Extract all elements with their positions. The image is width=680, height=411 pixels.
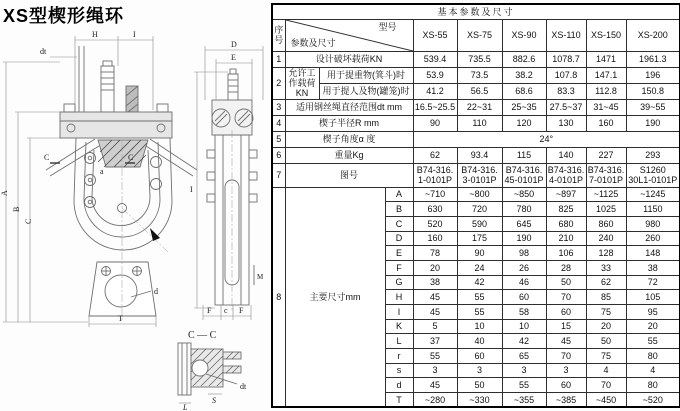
seq-number: 7 <box>272 163 285 187</box>
table-cell: 42 <box>502 334 546 349</box>
table-cell: 3 <box>546 363 586 378</box>
table-cell: 3 <box>502 363 546 378</box>
table-cell: ~1125 <box>586 187 626 202</box>
table-cell: ~280 <box>413 393 457 408</box>
table-cell: 147.1 <box>586 67 626 83</box>
table-cell: 45 <box>413 305 457 320</box>
table-cell: 39~55 <box>626 99 680 115</box>
table-cell: 4 <box>586 363 626 378</box>
table-cell: ~850 <box>502 187 546 202</box>
table-cell: 780 <box>502 202 546 217</box>
table-cell: 293 <box>626 147 680 163</box>
parameter-table <box>271 3 680 408</box>
figno-line1: B74-316. <box>505 164 543 175</box>
figno-line2: 1-0101P <box>417 175 453 186</box>
table-cell: 15 <box>546 319 586 334</box>
model-col-header: XS-110 <box>546 19 586 51</box>
seq-number: 4 <box>272 115 285 131</box>
table-cell: 60 <box>546 305 586 320</box>
diagonal-header-cell <box>285 19 413 51</box>
table-cell: ~330 <box>457 393 502 408</box>
table-cell: 70 <box>546 290 586 305</box>
dim-letter: E <box>385 246 413 261</box>
table-cell: 95 <box>626 305 680 320</box>
dim-label-dt-section: dt <box>240 382 247 391</box>
technical-drawing <box>0 0 272 411</box>
figure-number-cell <box>457 163 502 187</box>
table-cell: 75 <box>586 305 626 320</box>
table-cell: 41.2 <box>413 83 457 99</box>
table-cell: 31~45 <box>586 99 626 115</box>
seq-number: 8 <box>272 187 285 407</box>
table-cell: 20 <box>586 319 626 334</box>
dim-label-h: H <box>92 30 98 39</box>
table-cell: 160 <box>586 115 626 131</box>
table-cell: ~520 <box>626 393 680 408</box>
dim-letter: L <box>385 334 413 349</box>
table-cell: 860 <box>586 216 626 231</box>
row-label: 重量Kg <box>285 147 413 163</box>
figno-line2: 7-0101P <box>588 175 624 186</box>
table-cell: 128 <box>586 246 626 261</box>
table-cell: 70 <box>586 378 626 393</box>
figno-line1: B74-316. <box>547 164 585 175</box>
table-cell: 140 <box>546 147 586 163</box>
table-cell: 78 <box>413 246 457 261</box>
dim-letter: F <box>385 260 413 275</box>
table-cell: 1025 <box>586 202 626 217</box>
table-cell: 882.6 <box>502 51 546 67</box>
seq-number: 1 <box>272 51 285 67</box>
table-cell: 38 <box>626 260 680 275</box>
table-cell: 98 <box>502 246 546 261</box>
table-cell: ~385 <box>546 393 586 408</box>
dim-label-i: I <box>133 30 136 39</box>
dim-label-f1: F <box>207 306 212 315</box>
dim-label-l: L <box>183 403 188 411</box>
table-cell: 1150 <box>626 202 680 217</box>
table-cell: 55 <box>626 334 680 349</box>
table-cell: 825 <box>546 202 586 217</box>
table-cell: 58 <box>502 305 546 320</box>
row-sub-label: 用于提人及物(罐笼)时 <box>319 83 413 99</box>
section-title: C — C <box>188 330 217 341</box>
table-cell: 520 <box>413 216 457 231</box>
dim-label-alpha: a <box>100 167 104 176</box>
table-cell: 60 <box>457 349 502 364</box>
row-label: 图号 <box>285 163 413 187</box>
table-cell: 80 <box>626 349 680 364</box>
table-cell: 210 <box>546 231 586 246</box>
table-cell: 38.2 <box>502 67 546 83</box>
seq-header: 序号 <box>272 19 285 51</box>
table-cell: 37 <box>413 334 457 349</box>
table-cell: 62 <box>413 147 457 163</box>
dim-letter: T <box>385 393 413 408</box>
seq-number: 2 <box>272 67 285 99</box>
table-cell: 105 <box>626 290 680 305</box>
dim-letter: s <box>385 363 413 378</box>
model-col-header: XS-90 <box>502 19 546 51</box>
table-cell: ~897 <box>546 187 586 202</box>
table-cell: 10 <box>502 319 546 334</box>
table-cell: 227 <box>586 147 626 163</box>
row-group-label: 允许工作载荷KN <box>285 67 319 99</box>
table-cell: 107.8 <box>546 67 586 83</box>
figure-number-cell <box>546 163 586 187</box>
table-cell: 38 <box>413 275 457 290</box>
table-cell: 75 <box>586 349 626 364</box>
table-cell: 83.3 <box>546 83 586 99</box>
page-title: XS型楔形绳环 <box>3 6 125 26</box>
dim-label-c-small: c <box>224 306 228 315</box>
figno-line1: B74-316. <box>587 164 625 175</box>
dim-letter: K <box>385 319 413 334</box>
row-label: 适用钢丝绳直径范围dt mm <box>285 99 413 115</box>
table-cell: 190 <box>502 231 546 246</box>
dim-label-d-hole: d <box>154 287 158 296</box>
table-cell: 150.8 <box>626 83 680 99</box>
table-cell: 196 <box>626 67 680 83</box>
dim-label-i-side: I <box>190 185 193 194</box>
table-cell: 28 <box>546 260 586 275</box>
dim-label-d-side: D <box>231 40 237 49</box>
table-cell: 55 <box>413 349 457 364</box>
dim-label-f2: F <box>239 306 244 315</box>
dim-label-m: M <box>257 273 264 281</box>
dim-label-s: S <box>212 396 216 405</box>
table-cell: 22~31 <box>457 99 502 115</box>
figno-line2: 4-0101P <box>548 175 584 186</box>
table-cell: 148 <box>626 246 680 261</box>
table-cell: 175 <box>457 231 502 246</box>
figno-line2: 3-0101P <box>462 175 497 186</box>
table-cell: 16.5~25.5 <box>413 99 457 115</box>
table-cell: 20 <box>413 260 457 275</box>
dim-label-e-side: E <box>231 53 236 62</box>
row-label: 设计破坏载荷KN <box>285 51 413 67</box>
table-cell: ~1245 <box>626 187 680 202</box>
figure-number-cell <box>586 163 626 187</box>
table-cell: 160 <box>413 231 457 246</box>
table-cell: 4 <box>626 363 680 378</box>
dim-letter: I <box>385 305 413 320</box>
table-cell: 73.5 <box>457 67 502 83</box>
row-label: 楔子角度α 度 <box>285 131 413 147</box>
figno-line2: 45-0101P <box>504 175 544 186</box>
dim-letter: d <box>385 378 413 393</box>
table-cell: 630 <box>413 202 457 217</box>
dim-letter: H <box>385 290 413 305</box>
table-cell: 42 <box>457 275 502 290</box>
table-cell: 980 <box>626 216 680 231</box>
table-cell: 590 <box>457 216 502 231</box>
table-cell: 46 <box>502 275 546 290</box>
figure-number-cell <box>626 163 680 187</box>
table-cell: 53.9 <box>413 67 457 83</box>
table-cell: 26 <box>502 260 546 275</box>
dim-letter: B <box>385 202 413 217</box>
table-cell: 115 <box>502 147 546 163</box>
table-cell: 50 <box>546 275 586 290</box>
dim-label-t: T <box>118 314 123 323</box>
dim-label-c: C <box>24 218 33 224</box>
table-cell: 55 <box>502 378 546 393</box>
figno-line1: S1260 <box>639 164 666 175</box>
table-cell: 56.5 <box>457 83 502 99</box>
table-cell: 45 <box>546 334 586 349</box>
row-sub-label: 用于提重物(箕斗)时 <box>319 67 413 83</box>
table-cell: 112.8 <box>586 83 626 99</box>
table-cell: 50 <box>457 378 502 393</box>
dim-letter: A <box>385 187 413 202</box>
figure-number-cell <box>413 163 457 187</box>
table-cell: ~710 <box>413 187 457 202</box>
seq-number: 3 <box>272 99 285 115</box>
table-cell: 120 <box>502 115 546 131</box>
table-cell: 1471 <box>586 51 626 67</box>
figure-number-cell <box>502 163 546 187</box>
dim-letter: r <box>385 349 413 364</box>
table-cell: 1078.7 <box>546 51 586 67</box>
table-cell: 55 <box>457 290 502 305</box>
seq-number: 5 <box>272 131 285 147</box>
table-cell: ~800 <box>457 187 502 202</box>
table-cell: ~355 <box>502 393 546 408</box>
model-header-label: 型号 <box>378 21 397 32</box>
merged-value-cell: 24° <box>413 131 680 147</box>
table-cell: 5 <box>413 319 457 334</box>
table-cell: 110 <box>457 115 502 131</box>
table-cell: 50 <box>586 334 626 349</box>
table-cell: 1961.3 <box>626 51 680 67</box>
dim-label-dt-rope: dt <box>40 47 47 56</box>
parameter-table-wrap <box>271 3 680 408</box>
seq-number: 6 <box>272 147 285 163</box>
model-col-header: XS-75 <box>457 19 502 51</box>
table-cell: 190 <box>626 115 680 131</box>
table-cell: 33 <box>586 260 626 275</box>
row-label: 楔子半径R mm <box>285 115 413 131</box>
dim-letter: G <box>385 275 413 290</box>
table-cell: 90 <box>457 246 502 261</box>
table-cell: 27.5~37 <box>546 99 586 115</box>
table-cell: 55 <box>457 305 502 320</box>
table-title: 基本参数及尺寸 <box>272 4 680 19</box>
model-col-header: XS-200 <box>626 19 680 51</box>
dim-label-a: A <box>0 190 9 196</box>
table-cell: 20 <box>626 319 680 334</box>
table-cell: 85 <box>586 290 626 305</box>
table-cell: 60 <box>546 378 586 393</box>
table-cell: 130 <box>546 115 586 131</box>
param-header-label: 参数及尺寸 <box>290 38 336 49</box>
model-col-header: XS-55 <box>413 19 457 51</box>
model-col-header: XS-150 <box>586 19 626 51</box>
table-cell: 62 <box>586 275 626 290</box>
section-arrow-label-2: C <box>128 153 134 162</box>
row-label: 主要尺寸mm <box>285 187 385 407</box>
table-cell: 735.5 <box>457 51 502 67</box>
dim-letter: C <box>385 216 413 231</box>
figno-line1: B74-316. <box>461 164 498 175</box>
figno-line2: 30L1-0101P <box>628 175 678 186</box>
table-cell: 260 <box>626 231 680 246</box>
table-cell: 80 <box>626 378 680 393</box>
table-cell: 90 <box>413 115 457 131</box>
table-cell: 65 <box>502 349 546 364</box>
table-cell: 10 <box>457 319 502 334</box>
table-cell: 25~35 <box>502 99 546 115</box>
table-cell: 70 <box>546 349 586 364</box>
table-cell: 45 <box>413 378 457 393</box>
table-cell: 106 <box>546 246 586 261</box>
table-cell: ~450 <box>586 393 626 408</box>
figno-line1: B74-316. <box>416 164 454 175</box>
table-cell: 720 <box>457 202 502 217</box>
section-arrow-label-1: C <box>44 153 50 162</box>
dim-label-b: B <box>12 206 21 212</box>
table-cell: 72 <box>626 275 680 290</box>
table-cell: 3 <box>457 363 502 378</box>
table-cell: 45 <box>413 290 457 305</box>
table-cell: 24 <box>457 260 502 275</box>
dim-letter: D <box>385 231 413 246</box>
table-cell: 240 <box>586 231 626 246</box>
table-cell: 60 <box>502 290 546 305</box>
table-cell: 680 <box>546 216 586 231</box>
table-cell: 93.4 <box>457 147 502 163</box>
table-cell: 539.4 <box>413 51 457 67</box>
table-cell: 40 <box>457 334 502 349</box>
table-cell: 3 <box>413 363 457 378</box>
table-cell: 68.6 <box>502 83 546 99</box>
table-cell: 645 <box>502 216 546 231</box>
